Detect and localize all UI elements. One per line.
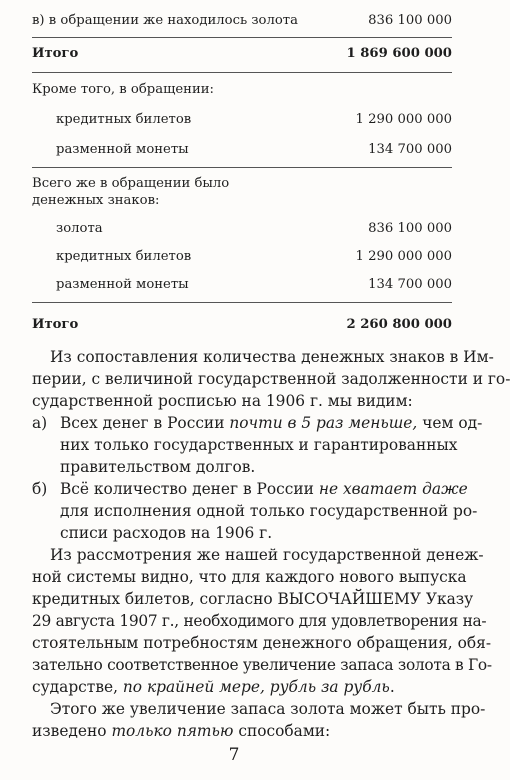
table-divider — [32, 302, 452, 303]
table-row — [32, 275, 452, 295]
table-divider — [32, 167, 452, 168]
paragraph-line: Этого же увеличение запаса золота может быть про- — [50, 700, 486, 718]
list-line: Всех денег в России почти в 5 раз меньше, чем од- — [60, 414, 483, 432]
page-number: 7 — [228, 745, 240, 765]
list-marker: а) — [32, 414, 48, 432]
row-label: разменной монеты — [56, 277, 189, 292]
table-row — [32, 110, 452, 130]
paragraph-line: Из рассмотрения же нашей государственной денеж- — [50, 546, 484, 564]
paragraph-line: Из сопоставления количества денежных знаков в Им- — [50, 348, 494, 366]
total-row — [32, 44, 452, 64]
row-value: 1 290 000 000 — [355, 249, 452, 264]
list-line: списи расходов на 1906 г. — [60, 524, 273, 542]
paragraph-line: ной системы видно, что для каждого нового выпуска — [32, 568, 467, 586]
row-value: 836 100 000 — [368, 221, 452, 236]
paragraph-line: перии, с величиной государственной задолженности и го- — [32, 370, 510, 388]
total-label: Итого — [32, 46, 79, 61]
row-value: 134 700 000 — [368, 142, 452, 157]
total-label: Итого — [32, 317, 79, 332]
list-line: них только государственных и гарантированных — [60, 436, 458, 454]
row-label: золота — [56, 221, 103, 236]
paragraph-line: 29 августа 1907 г., необходимого для удовлетворения на- — [32, 612, 487, 630]
total-value: 1 869 600 000 — [346, 46, 452, 61]
row-value: 134 700 000 — [368, 277, 452, 292]
section-header: Кроме того, в обращении: — [32, 82, 214, 97]
table-row — [32, 247, 452, 267]
row-value: 1 290 000 000 — [355, 112, 452, 127]
section-header: денежных знаков: — [32, 193, 160, 208]
paragraph-line: изведено только пятью способами: — [32, 722, 331, 740]
paragraph-line: стоятельным потребностям денежного обращения, обя- — [32, 634, 492, 652]
row-label: кредитных билетов — [56, 249, 192, 264]
table-row — [32, 140, 452, 160]
table-divider — [32, 72, 452, 73]
table-divider — [32, 37, 452, 38]
list-line: для исполнения одной только государственной ро- — [60, 502, 478, 520]
total-value: 2 260 800 000 — [346, 317, 452, 332]
paragraph-line: зательно соответственное увеличение запаса золота в Го- — [32, 656, 492, 674]
table-row — [32, 11, 452, 31]
paragraph-line: кредитных билетов, согласно ВЫСОЧАЙШЕМУ Указу — [32, 590, 474, 608]
list-line: правительством долгов. — [60, 458, 256, 476]
list-line: Всё количество денег в России не хватает даже — [60, 480, 468, 498]
total-row — [32, 315, 452, 335]
paragraph-line: сударственной росписью на 1906 г. мы видим: — [32, 392, 413, 410]
paragraph-line: сударстве, по крайней мере, рубль за рубль. — [32, 678, 395, 696]
section-header: Всего же в обращении было — [32, 176, 230, 191]
row-label: кредитных билетов — [56, 112, 192, 127]
table-row — [32, 219, 452, 239]
list-marker: б) — [32, 480, 48, 498]
row-label: разменной монеты — [56, 142, 189, 157]
row-label: в) в обращении же находилось золота — [32, 13, 298, 28]
row-value: 836 100 000 — [368, 13, 452, 28]
